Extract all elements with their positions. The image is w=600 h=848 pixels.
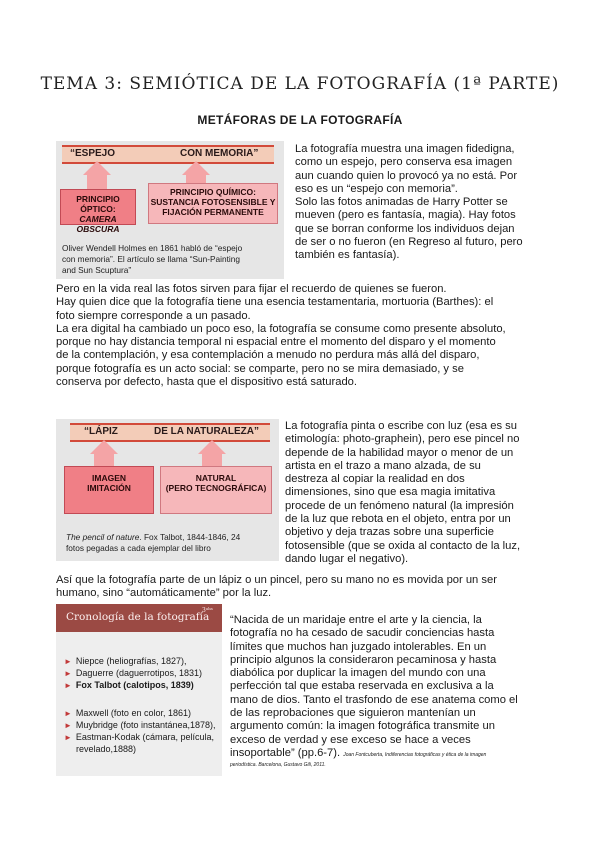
arrow-up-icon	[202, 454, 222, 466]
paragraph-lapiz: La fotografía pinta o escribe con luz (esa es su etimología: photo-graphein), pero ese pincel no depende de la habilidad mayor o menor de un artista en el trazo a mano alzada, de su destreza al copiar la realidad en dos dimensiones, sino que esa magia imitativa procede de un fenómeno natural (la impresión de la luz que rebota en el objeto, entra por un objetivo y deja trazas sobre una superficie fotosensible (que se oxida al contacto de la luz, dando lugar el negativo).	[285, 420, 521, 565]
banner-left-text: “ESPEJO	[70, 148, 116, 159]
arrow-head-icon	[198, 440, 226, 454]
figure-cronologia	[56, 604, 222, 776]
figure-lapiz-naturaleza	[56, 419, 279, 561]
banner-right-text: CON MEMORIA”	[180, 148, 259, 159]
arrow-up-icon	[94, 454, 114, 466]
arrow-head-icon	[83, 161, 111, 175]
list-item: ► Maxwell (foto en color, 1861)	[64, 708, 191, 718]
triangle-bullet-icon: ►	[64, 733, 72, 742]
banner-right-text: DE LA NATURALEZA”	[154, 426, 259, 437]
paragraph-espejo: La fotografía muestra una imagen fidedigna, como un espejo, pero conserva esa imagen aun cuando quien lo provocó ya no está. Por eso es un “espejo con memoria”. Solo las fotos animadas de Harry Potter se mueven (pero es fantasía, magia). Hay fotos que se borran conforme los individuos dejan de ser o no fueron (en Regreso al futuro, pero también es fantasía).	[295, 143, 523, 262]
figure-caption: Oliver Wendell Holmes en 1861 habló de “espejo con memoria”. El artículo se llama “Sun-Painting and Sun Scuptura”	[62, 243, 243, 275]
triangle-bullet-icon: ►	[64, 709, 72, 718]
citation-continued: periodística. Barcelona, Gustavo Gili, 2011.	[230, 762, 326, 769]
list-item: ► Fox Talbot (calotipos, 1839)	[64, 680, 194, 690]
list-item: ► Muybridge (foto instantánea,1878),	[64, 720, 216, 730]
list-item: ► Eastman-Kodak (cámara, película,	[64, 732, 214, 742]
citation: Joan Fontcuberta, Indiferencias fotográficas y ética de la imagen	[343, 751, 487, 758]
natural-box: NATURAL (PERO TECNOGRÁFICA)	[160, 466, 272, 514]
imitation-box: IMAGEN IMITACIÓN	[64, 466, 154, 514]
triangle-bullet-icon: ►	[64, 681, 72, 690]
arrow-head-icon	[182, 161, 210, 175]
page-title: TEMA 3: SEMIÓTICA DE LA FOTOGRAFÍA (1ª PARTE)	[40, 74, 560, 94]
triangle-bullet-icon: ►	[64, 669, 72, 678]
arrow-head-icon	[90, 440, 118, 454]
arrow-up-icon	[186, 175, 206, 183]
optical-principle-box: PRINCIPIO ÓPTICO: CAMERA OBSCURA	[60, 189, 136, 225]
list-item: ► Daguerre (daguerrotipos, 1831)	[64, 668, 202, 678]
chemical-principle-box: PRINCIPIO QUÍMICO: SUSTANCIA FOTOSENSIBLE Y FIJACIÓN PERMANENTE	[148, 183, 278, 224]
paragraph-recuerdo: Pero en la vida real las fotos sirven para fijar el recuerdo de quienes se fueron. Hay quien dice que la fotografía tiene una esencia testamentaria, mortuoria (Barthes): el foto siempre corresponde a un pasado. La era digital ha cambiado un poco eso, la fotografía se consume como presente absoluto, porque no hay distancia temporal ni espacial entre el momento del disparo y el momento de la contemplación, y esa contemplación a menudo no perdura más allá del disparo, porque fotografía es un acto social: se comparte, pero no se mira demasiado, y se conserva por defecto, hasta que el dispositivo está saturado.	[56, 283, 506, 389]
banner-left-text: “LÁPIZ	[84, 426, 118, 437]
quote-fontcuberta: “Nacida de un maridaje entre el arte y la ciencia, la fotografía no ha cesado de sacudir conciencias hasta límites que muchos han juzgado intolerables. En un principio algunos la consideraron pecaminosa y hasta diabólica por duplicar la imagen del mundo con una perfección tal que estaba reservada en exclusiva a la mano de dios. Tanto el trasfondo de ese anatema como el de las reprobaciones que siguieron mantenían un argumento común: la imagen fotográfica transmite un exceso de verdad y ese exceso se hace a veces insoportable” (pp.6-7). Joan Fontcuberta, Indiferencias fotográficas y ética de la imagen periodística. Barcelona, Gustavo Gili, 2011.	[230, 614, 518, 769]
triangle-bullet-icon: ►	[64, 721, 72, 730]
figure-espejo-con-memoria	[56, 141, 284, 279]
list-item-continuation: revelado,1888)	[76, 744, 137, 754]
triangle-bullet-icon: ►	[64, 657, 72, 666]
section-heading: METÁFORAS DE LA FOTOGRAFÍA	[197, 113, 403, 127]
arrow-up-icon	[87, 175, 107, 189]
figure-caption: The pencil of nature. Fox Talbot, 1844-1846, 24 fotos pegadas a cada ejemplar del libro	[66, 532, 241, 553]
cronologia-header: Cronología de la fotografía 3ᵃᵇᵃ	[56, 604, 222, 632]
list-item: ► Niepce (heliografías, 1827),	[64, 656, 187, 666]
paragraph-automatico: Así que la fotografía parte de un lápiz o un pincel, pero su mano no es movida por un ser humano, sino “automáticamente” por la luz.	[56, 574, 497, 600]
